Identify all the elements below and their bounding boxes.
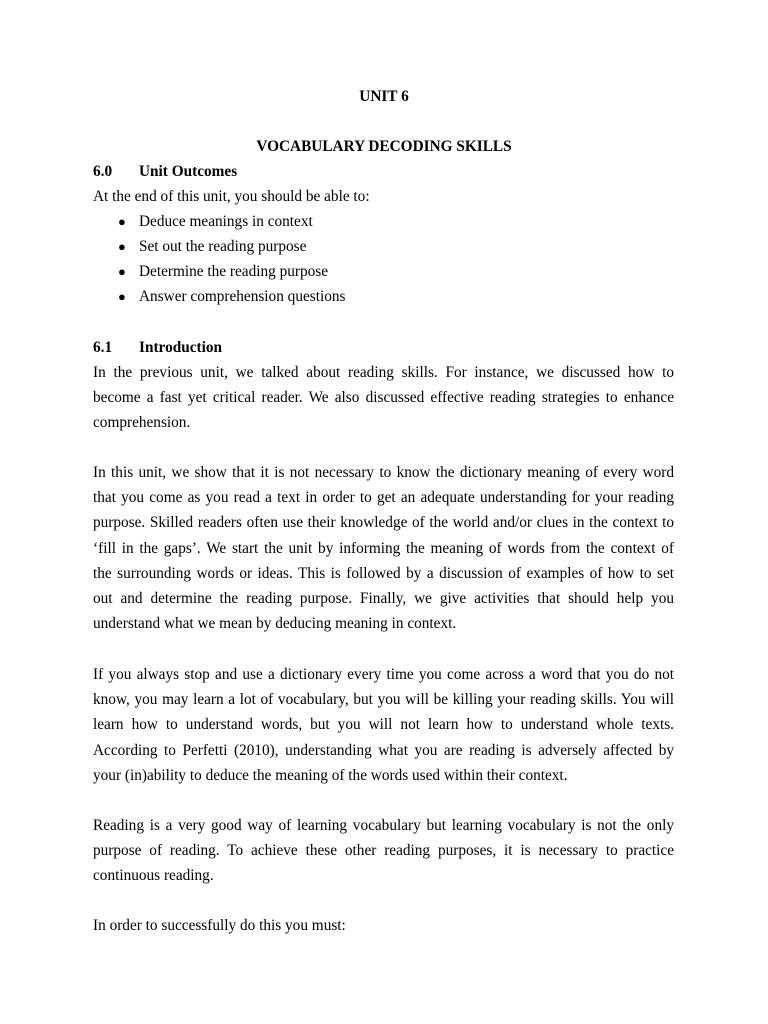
paragraph-line: According to Perfetti (2010), understanding what you are reading is adversely affected by bbox=[93, 741, 674, 759]
section-title: Unit Outcomes bbox=[139, 163, 238, 180]
paragraph-line: In order to successfully do this you must: bbox=[93, 917, 346, 934]
list-item: ● Deduce meanings in context bbox=[118, 213, 313, 230]
paragraph-line: become a fast yet critical reader. We also discussed effective reading strategies to enhance bbox=[93, 389, 674, 407]
section-title: Introduction bbox=[139, 339, 223, 356]
paragraph-line: In this unit, we show that it is not necessary to know the dictionary meaning of every word bbox=[93, 464, 674, 481]
paragraph bbox=[93, 364, 674, 440]
paragraph bbox=[93, 666, 674, 792]
paragraph-line: Reading is a very good way of learning vocabulary but learning vocabulary is not the only bbox=[93, 817, 674, 834]
paragraph-line: understand what we mean by deducing meaning in context. bbox=[93, 615, 457, 633]
bullet-icon: ● bbox=[118, 214, 126, 229]
paragraph bbox=[93, 464, 674, 640]
paragraph-line: ‘fill in the gaps’. We start the unit by informing the meaning of words from the context of bbox=[93, 539, 674, 557]
paragraph-line: purpose. Skilled readers often use their knowledge of the world and/or clues in the context to bbox=[93, 514, 674, 532]
paragraph-line: out and determine the reading purpose. Finally, we give activities that should help you bbox=[93, 589, 674, 607]
paragraph-line: If you always stop and use a dictionary every time you come across a word that you do not bbox=[93, 666, 674, 683]
paragraph-line: purpose of reading. To achieve these other reading purposes, it is necessary to practice bbox=[93, 842, 674, 860]
section-heading-introduction bbox=[93, 339, 222, 357]
section-heading-outcomes bbox=[93, 163, 237, 181]
list-item: ● Determine the reading purpose bbox=[118, 263, 329, 280]
section-number: 6.0 bbox=[93, 163, 113, 180]
paragraph-line: that you come as you read a text in order to get an adequate understanding for your reading bbox=[93, 489, 674, 507]
unit-title: UNIT 6 bbox=[359, 88, 409, 105]
unit-subtitle: VOCABULARY DECODING SKILLS bbox=[256, 138, 512, 155]
list-item: ● Set out the reading purpose bbox=[118, 238, 307, 255]
bullet-icon: ● bbox=[118, 239, 126, 254]
outcomes-list bbox=[93, 213, 345, 313]
outcomes-intro: At the end of this unit, you should be able to: bbox=[93, 188, 370, 205]
list-item: ● Answer comprehension questions bbox=[118, 288, 346, 305]
paragraph-line: In the previous unit, we talked about reading skills. For instance, we discussed how to bbox=[93, 364, 674, 381]
paragraph bbox=[93, 817, 674, 893]
paragraph-line: know, you may learn a lot of vocabulary, but you will be killing your reading skills. You will bbox=[93, 691, 674, 709]
paragraph-line: learn how to understand words, but you will not learn how to understand whole texts. bbox=[93, 716, 674, 734]
paragraph bbox=[93, 917, 674, 942]
paragraph-line: comprehension. bbox=[93, 414, 191, 432]
bullet-icon: ● bbox=[118, 289, 126, 304]
paragraph-line: your (in)ability to deduce the meaning of the words used within their context. bbox=[93, 766, 568, 784]
paragraph-line: the surrounding words or ideas. This is followed by a discussion of examples of how to set bbox=[93, 564, 674, 582]
paragraph-line: continuous reading. bbox=[93, 867, 214, 885]
bullet-icon: ● bbox=[118, 264, 126, 279]
section-number: 6.1 bbox=[93, 339, 113, 356]
